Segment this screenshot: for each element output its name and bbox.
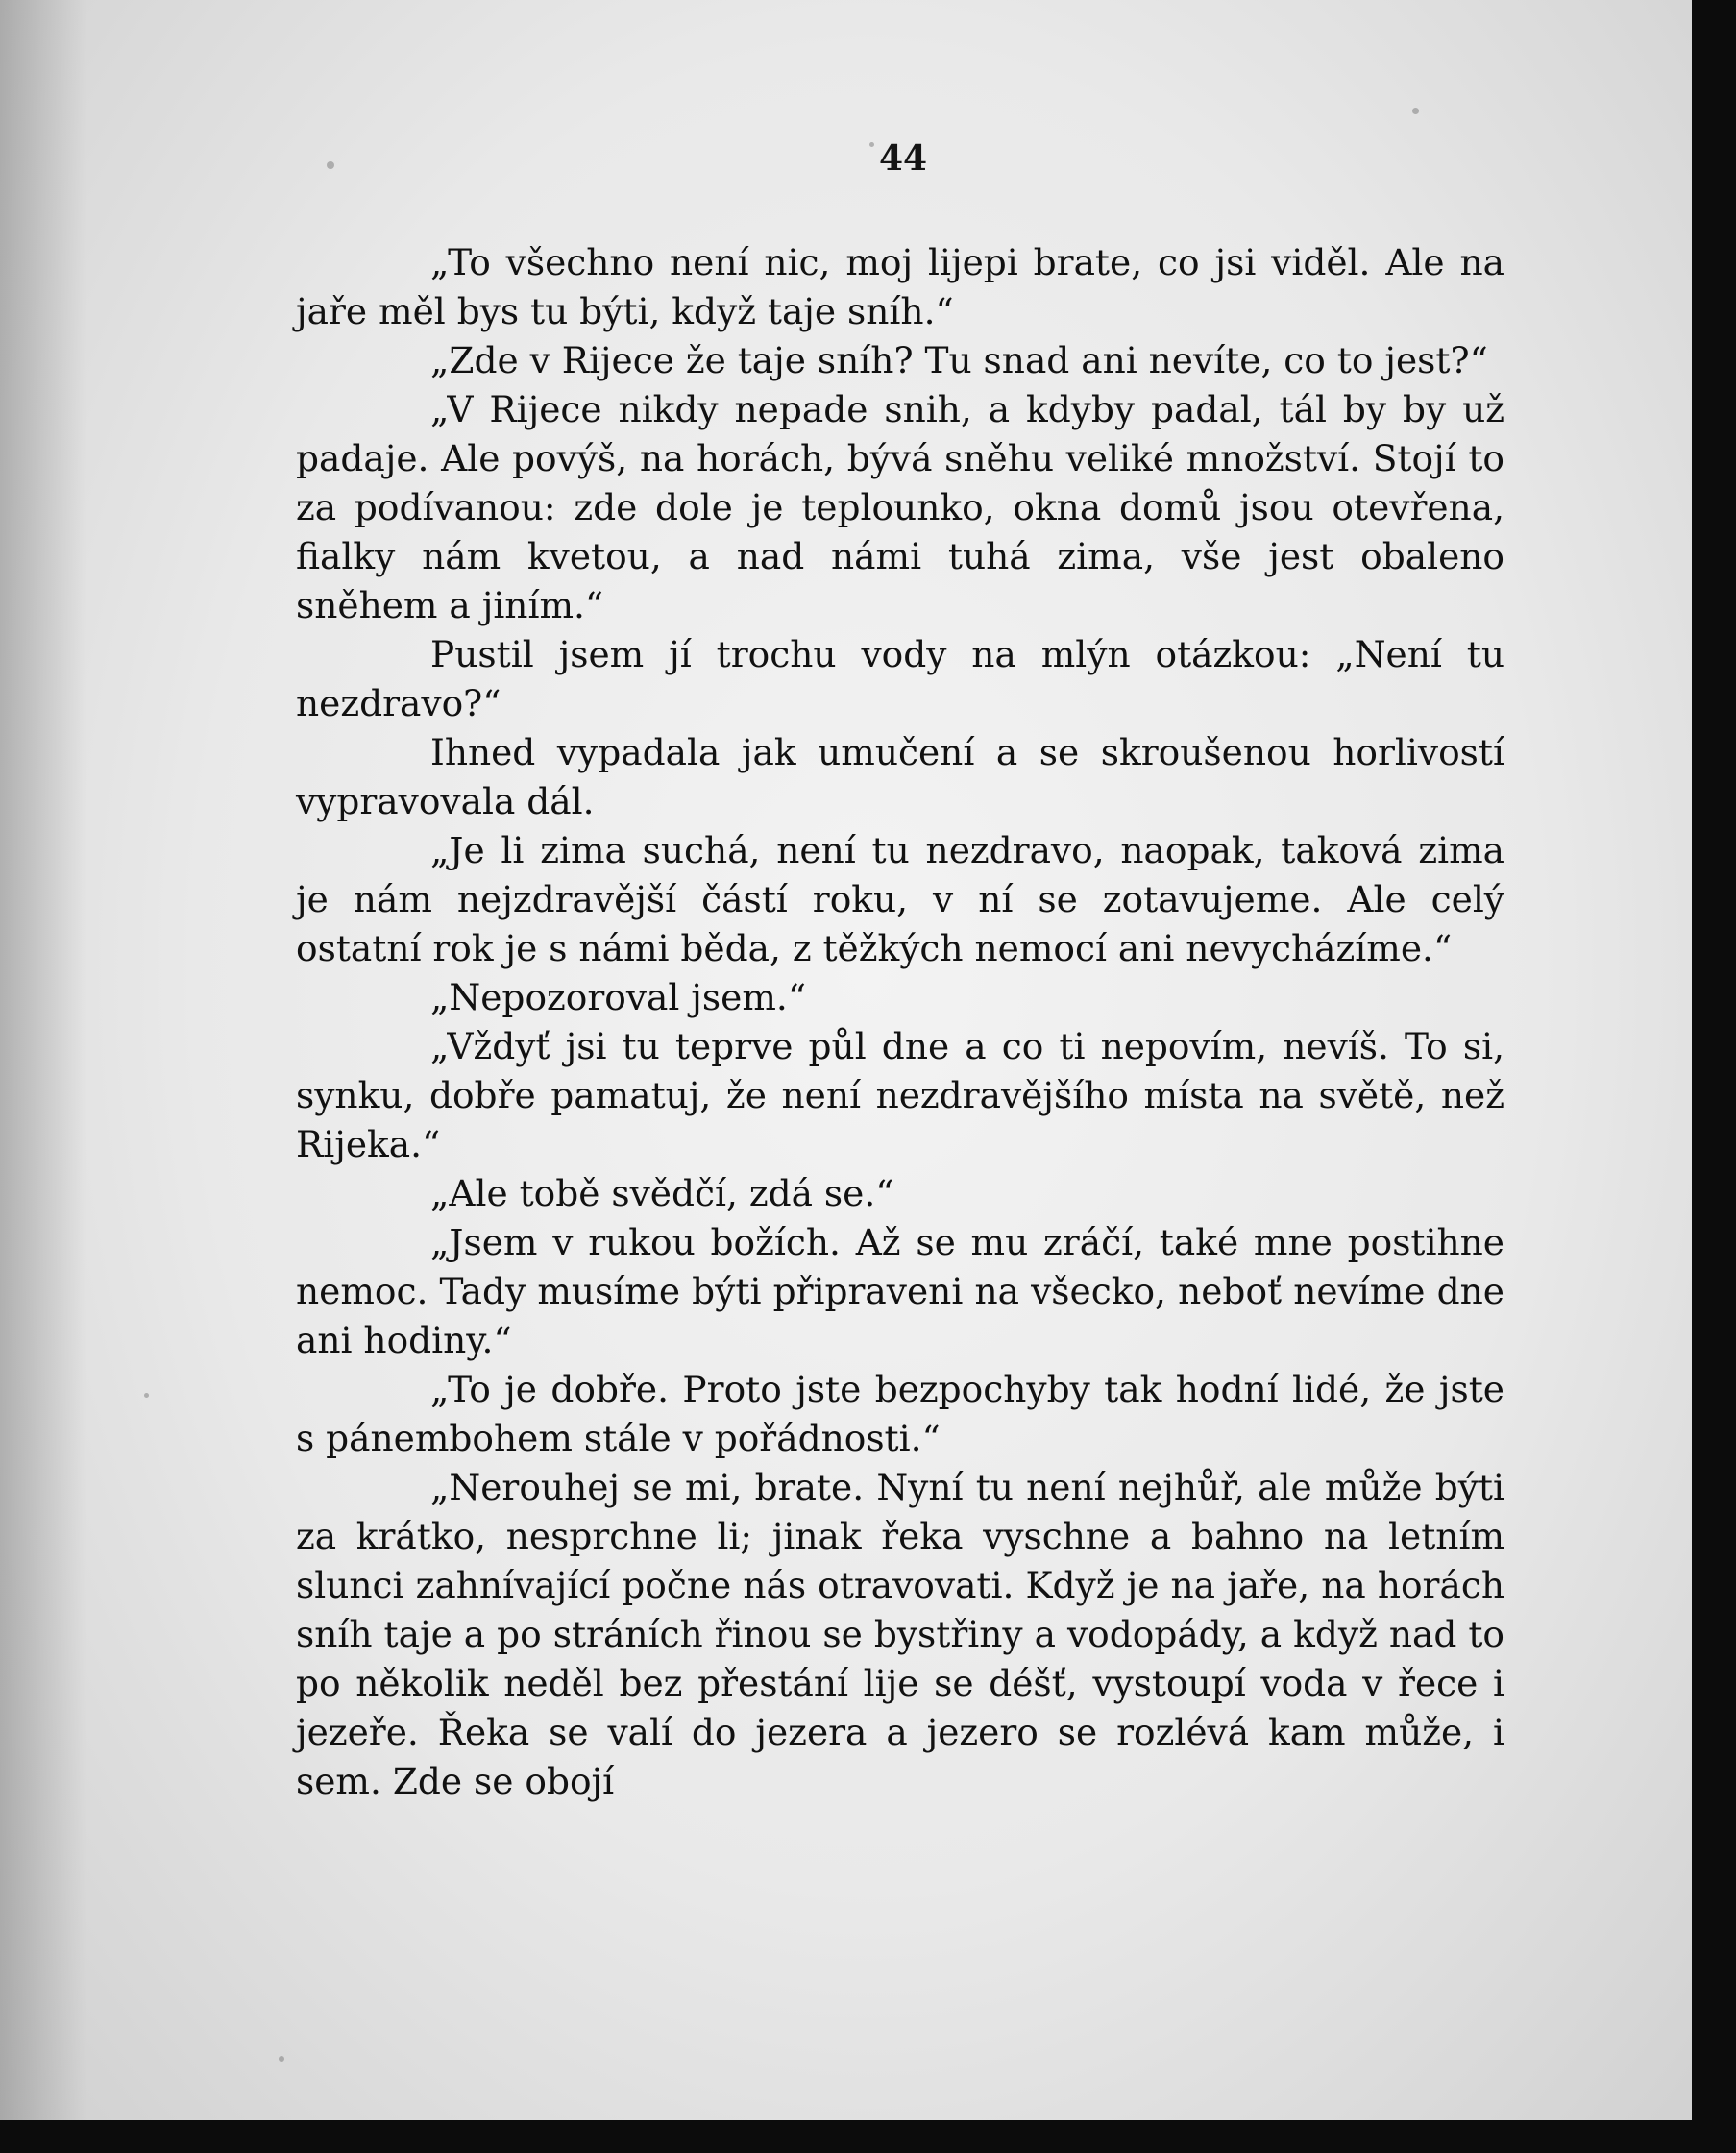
paragraph: „Ale tobě svědčí, zdá se.“ — [430, 1172, 894, 1214]
scan-speck — [279, 2056, 284, 2062]
paragraph: „Jsem v rukou božích. Až se mu zráčí, také mne postihne nemoc. Tady musíme býti připraveni na všecko, neboť nevíme dne ani hodiny.“ — [296, 1221, 1504, 1361]
paragraph: „Nerouhej se mi, brate. Nyní tu není nejhůř, ale může býti za krátko, nesprchne li; jinak řeka vyschne a bahno na letním slunci zahnívající počne nás otravovati. Když je na jaře, na horách sníh taje a po stráních řinou se bystřiny a vodopády, a když nad to po několik neděl bez přestání lije se déšť, vystoupí voda v řece i jezeře. Řeka se valí do jezera a jezero se rozlévá kam může, i sem. Zde se obojí — [296, 1466, 1504, 1802]
scan-border-right — [1692, 0, 1736, 2153]
paragraph: Ihned vypadala jak umučení a se skroušenou horlivostí vypravovala dál. — [296, 731, 1504, 822]
scan-speck — [1412, 108, 1419, 114]
paragraph: Pustil jsem jí trochu vody na mlýn otázkou: „Není tu nezdravo?“ — [296, 633, 1504, 724]
scan-speck — [144, 1393, 149, 1398]
paragraph: „V Rijece nikdy nepade snih, a kdyby padal, tál by by už padaje. Ale povýš, na horách, bývá sněhu veliké množství. Stojí to za podívanou: zde dole je teplounko, okna domů jsou otevřena, fialky nám kvetou, a nad námi tuhá zima, vše jest obaleno sněhem a jiním.“ — [296, 388, 1504, 626]
scan-border-bottom — [0, 2120, 1736, 2153]
page-left-shadow — [0, 0, 86, 2153]
paragraph: „To je dobře. Proto jste bezpochyby tak hodní lidé, že jste s pánembohem stále v pořádnosti.“ — [296, 1368, 1504, 1459]
paragraph: „Zde v Rijece že taje sníh? Tu snad ani nevíte, co to jest?“ — [430, 339, 1488, 381]
paragraph: „Je li zima suchá, není tu nezdravo, naopak, taková zima je nám nejzdravější částí roku, v ní se zotavujeme. Ale celý ostatní rok je s námi běda, z těžkých nemocí ani nevycházíme.“ — [296, 829, 1504, 969]
paragraph: „To všechno není nic, moj lijepi brate, co jsi viděl. Ale na jaře měl bys tu býti, když taje sníh.“ — [296, 241, 1504, 332]
body-text — [296, 238, 1504, 1806]
page-number: 44 — [878, 138, 928, 179]
paragraph: „Nepozoroval jsem.“ — [430, 976, 807, 1018]
paragraph: „Vždyť jsi tu teprve půl dne a co ti nepovím, nevíš. To si, synku, dobře pamatuj, že není nezdravějšího místa na světě, než Rijeka.“ — [296, 1025, 1504, 1165]
